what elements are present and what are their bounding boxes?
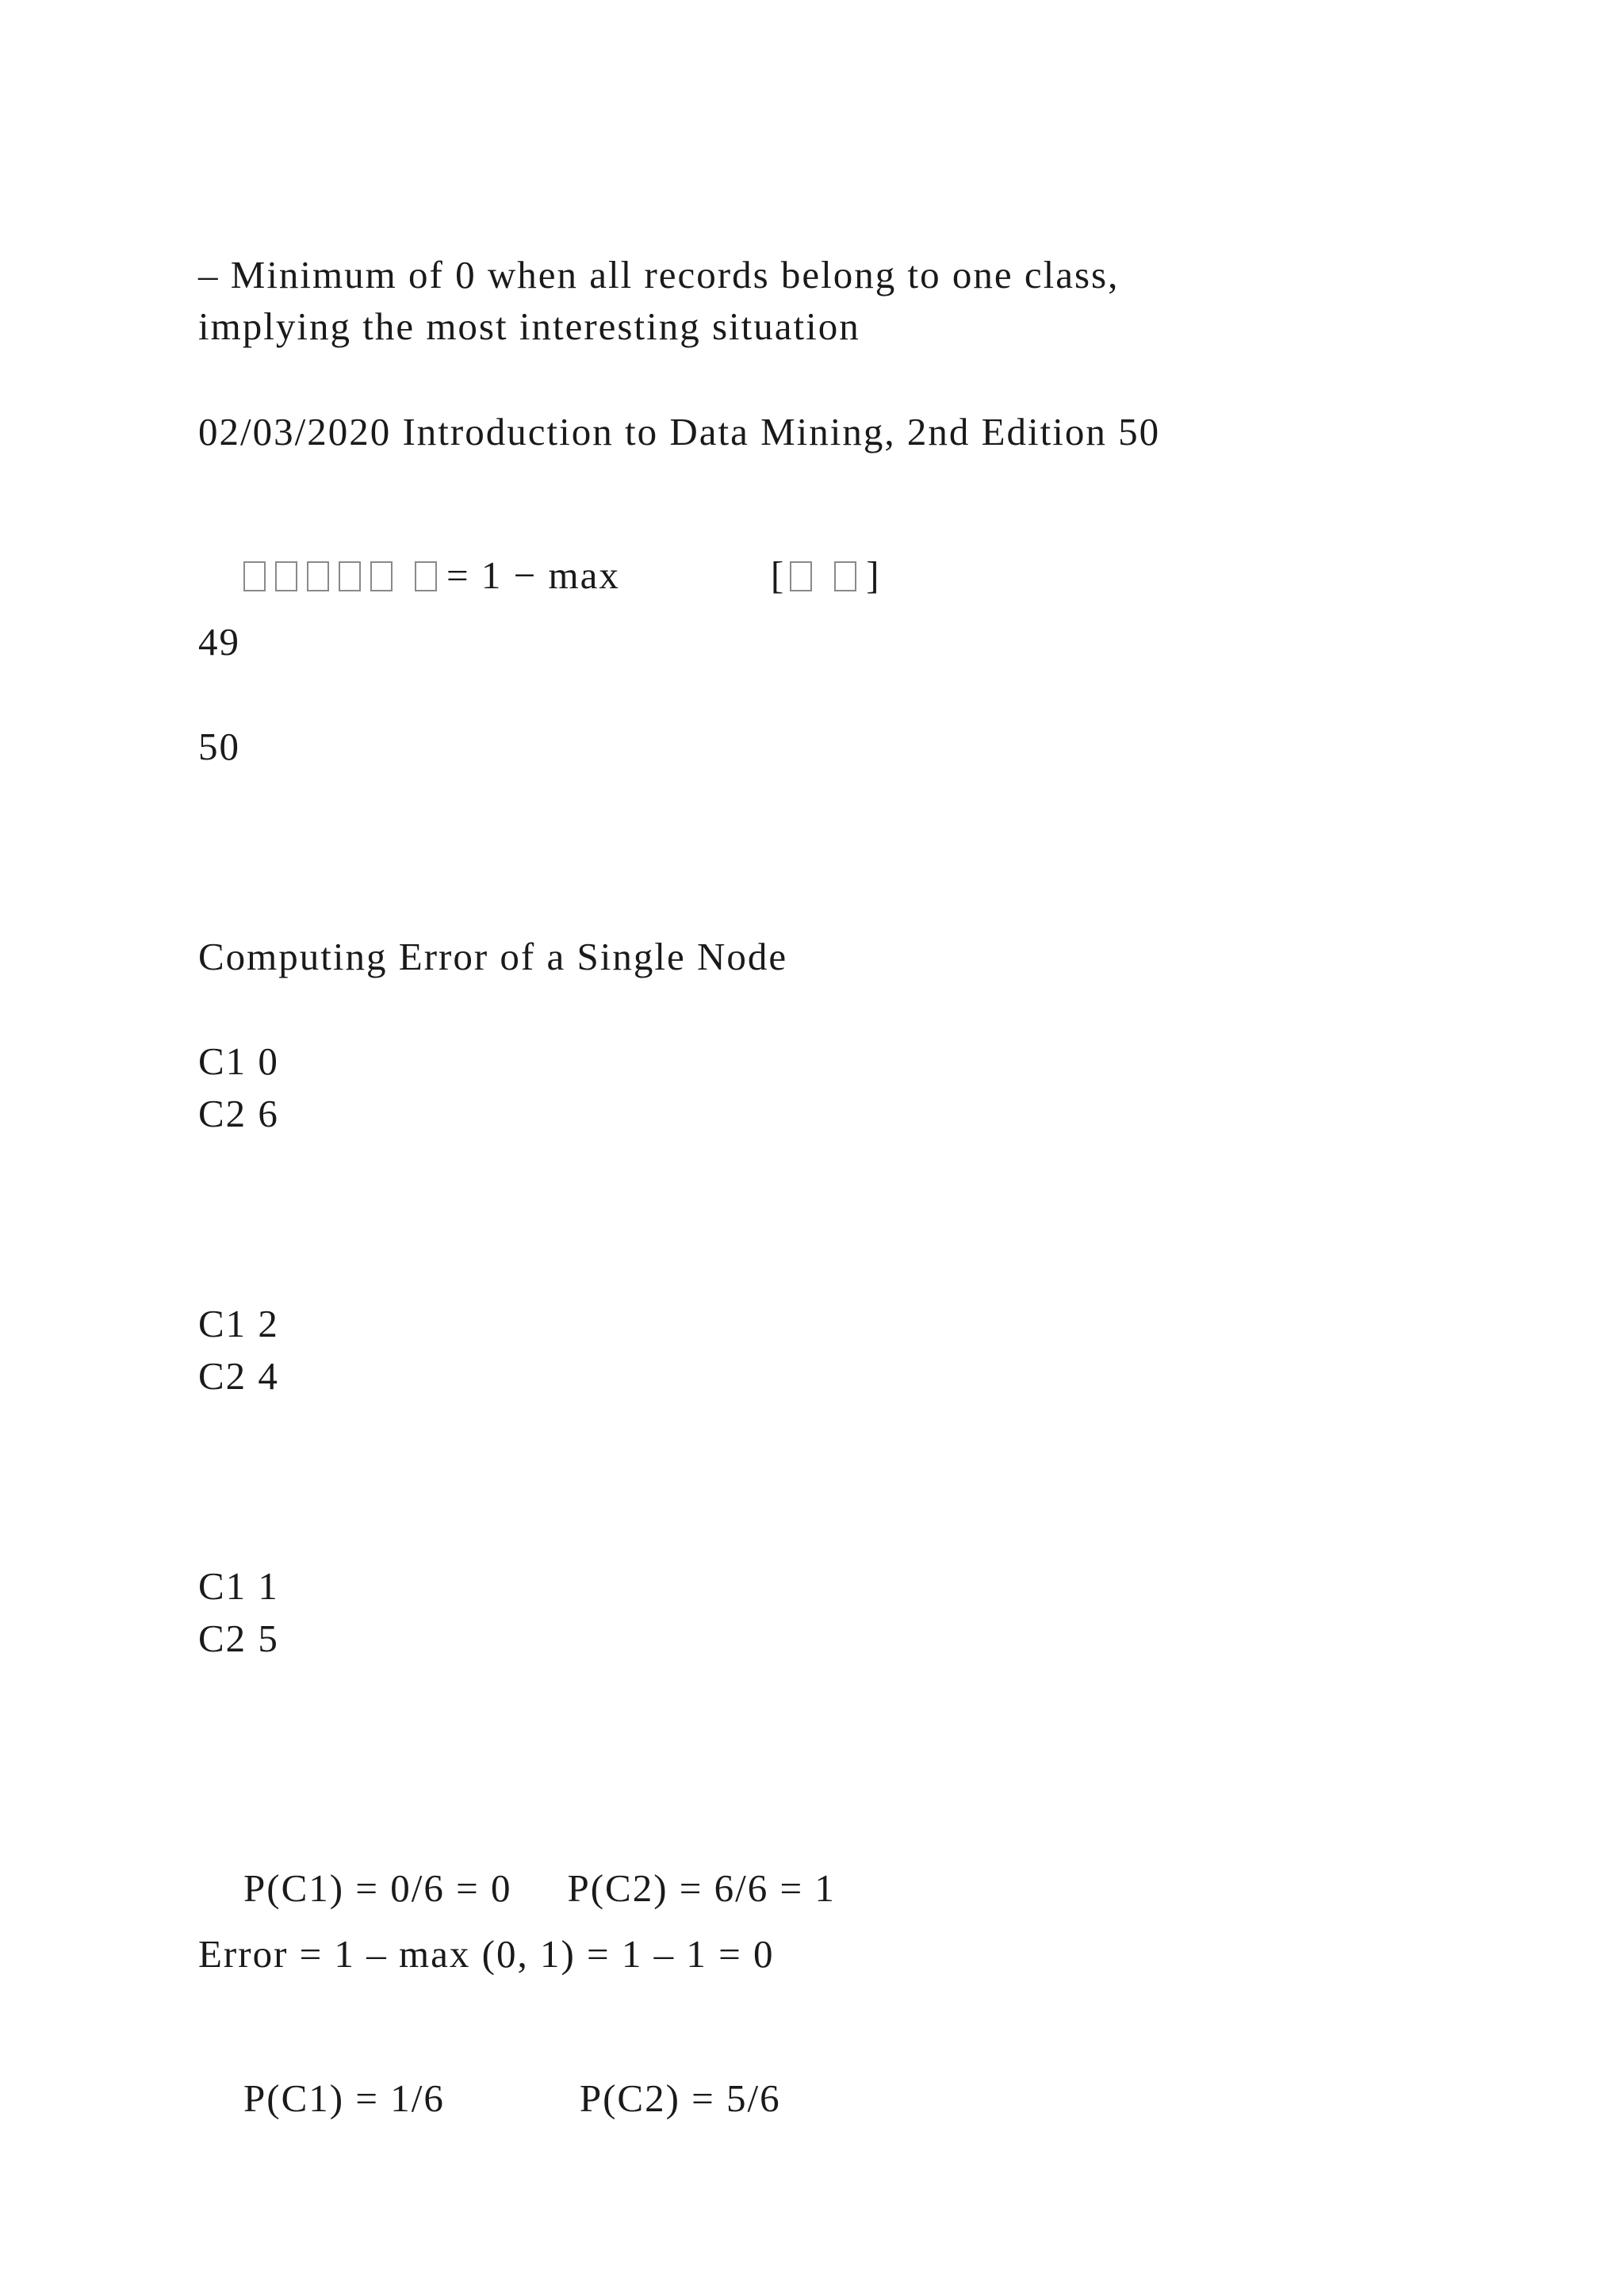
node-2-c2: C2 4 <box>198 1354 279 1398</box>
missing-glyph-icon <box>370 561 393 591</box>
node-1-c2: C2 6 <box>198 1092 279 1135</box>
p-c1-value-2: P(C1) = 1/6 <box>243 2076 445 2120</box>
missing-glyph-icon <box>275 561 297 591</box>
missing-glyph-icon <box>834 561 856 591</box>
probability-line-2 <box>198 2040 781 2156</box>
node-1-c1: C1 0 <box>198 1039 279 1083</box>
p-c1-value-1: P(C1) = 0/6 = 0 <box>243 1866 512 1910</box>
intro-line-2: implying the most interesting situation <box>198 304 860 348</box>
formula-bracket-open: [ <box>770 553 786 597</box>
missing-glyph-icon <box>415 561 437 591</box>
missing-glyph-icon <box>339 561 361 591</box>
node-2-c1: C1 2 <box>198 1302 279 1345</box>
node-3-c2: C2 5 <box>198 1617 279 1660</box>
page-number-49: 49 <box>198 620 240 664</box>
p-c2-value-2: P(C2) = 5/6 <box>579 2076 781 2120</box>
formula-bracket-close: ] <box>866 553 881 597</box>
missing-glyph-icon <box>243 561 266 591</box>
probability-line-1 <box>198 1830 836 1946</box>
formula-max-part: = 1 − max <box>446 553 620 597</box>
error-formula <box>198 517 881 633</box>
missing-glyph-icon <box>790 561 812 591</box>
page-number-50: 50 <box>198 725 240 768</box>
missing-glyph-icon <box>307 561 329 591</box>
slide-footer: 02/03/2020 Introduction to Data Mining, 2nd Edition 50 <box>198 410 1161 453</box>
section-title: Computing Error of a Single Node <box>198 935 788 978</box>
error-calculation-1: Error = 1 – max (0, 1) = 1 – 1 = 0 <box>198 1932 775 1976</box>
node-3-c1: C1 1 <box>198 1564 279 1608</box>
p-c2-value-1: P(C2) = 6/6 = 1 <box>567 1866 836 1910</box>
intro-line-1: – Minimum of 0 when all records belong to one class, <box>198 253 1120 297</box>
